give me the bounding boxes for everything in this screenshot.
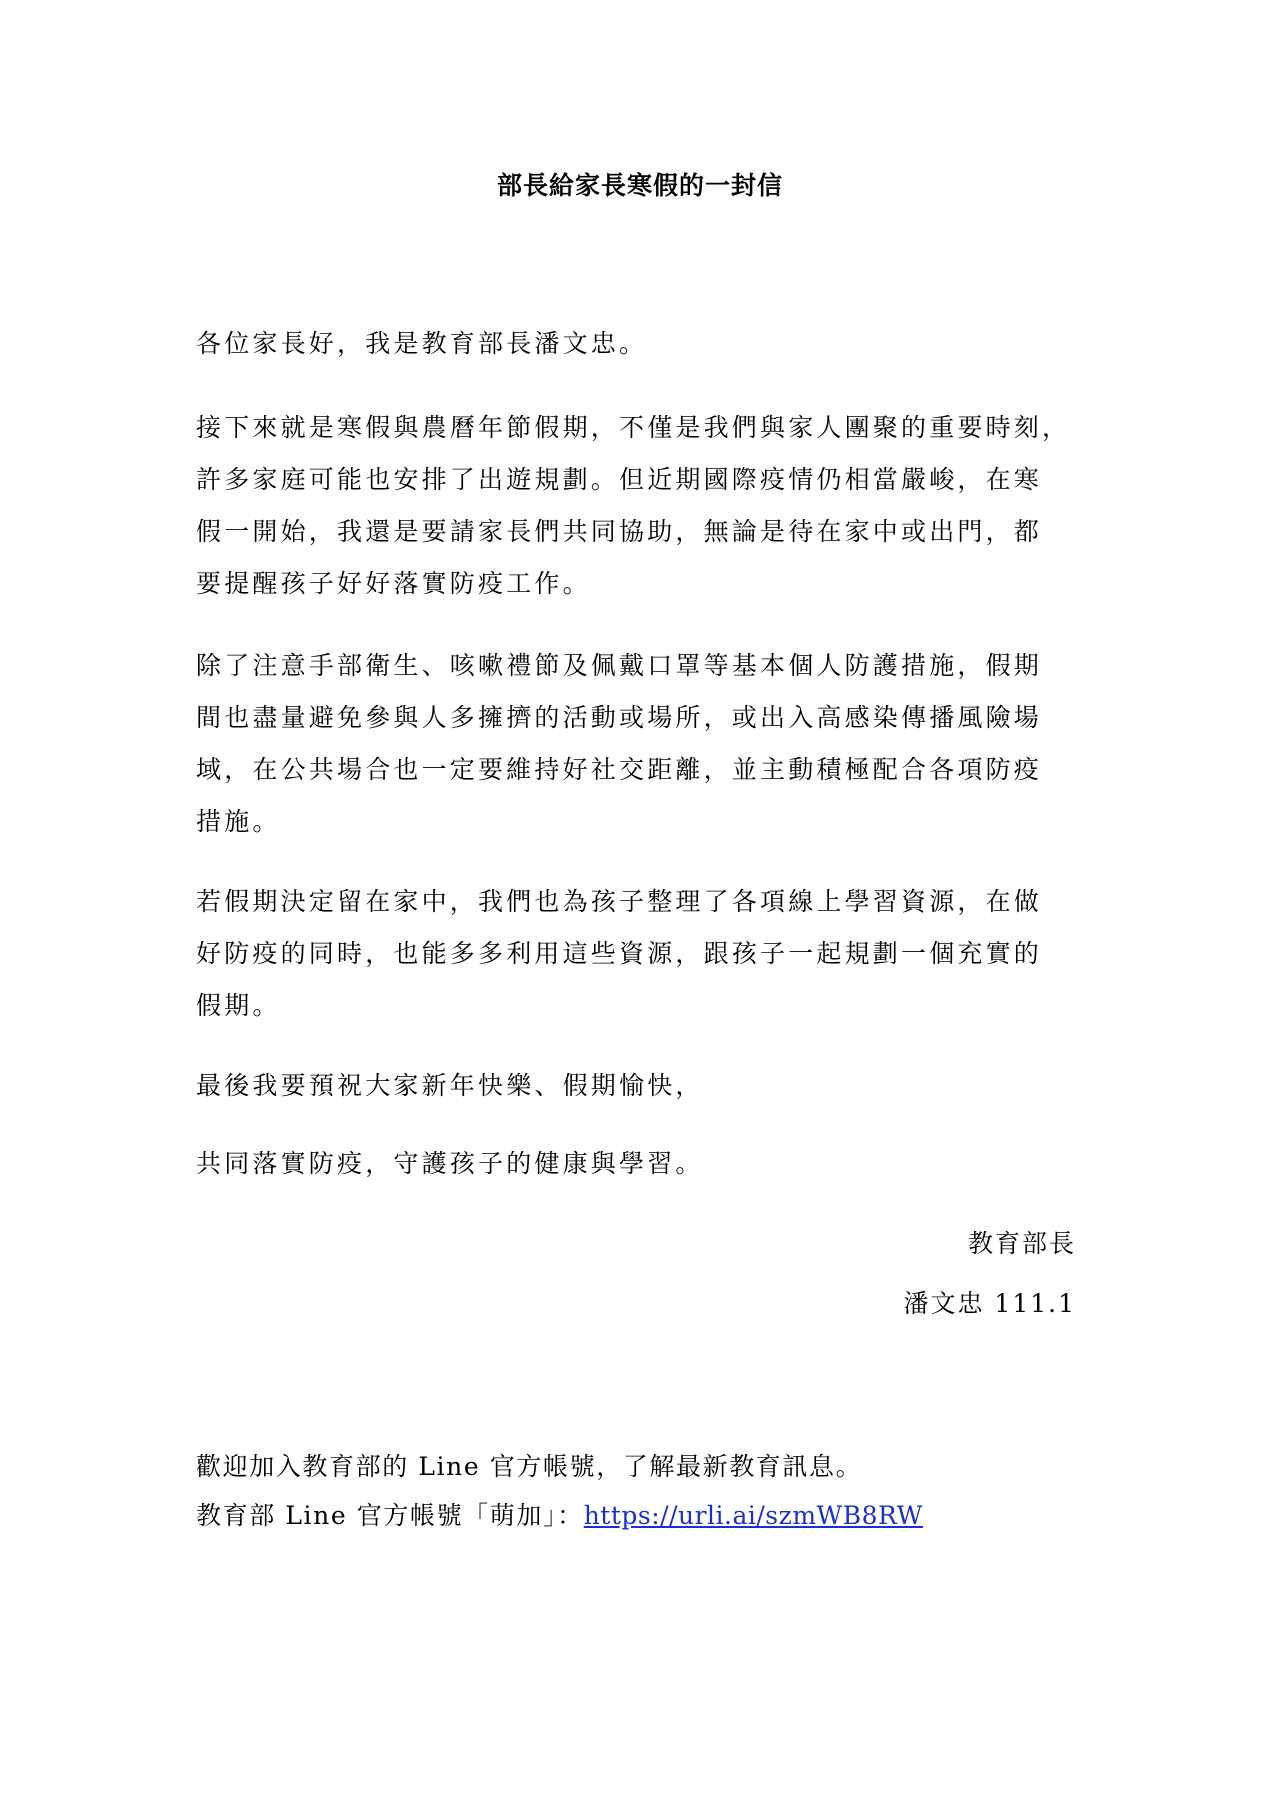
paragraph-1-line: 許多家庭可能也安排了出遊規劃。但近期國際疫情仍相當嚴峻，在寒	[196, 465, 1043, 494]
paragraph-1-line: 要提醒孩子好好落實防疫工作。	[196, 569, 591, 598]
signature-name: 潘文忠 111.1	[903, 1289, 1076, 1318]
paragraph-2-line: 除了注意手部衛生、咳嗽禮節及佩戴口罩等基本個人防護措施，假期	[196, 651, 1043, 680]
paragraph-3	[196, 876, 1076, 1032]
footer-account-label: 教育部 Line 官方帳號「萌加」：	[196, 1501, 584, 1530]
closing-wish	[196, 1060, 1076, 1112]
closing-motto	[196, 1138, 1076, 1190]
paragraph-1-line: 接下來就是寒假與農曆年節假期，不僅是我們與家人團聚的重要時刻，	[196, 413, 1071, 442]
paragraph-2	[196, 640, 1076, 848]
paragraph-1-line: 假一開始，我還是要請家長們共同協助，無論是待在家中或出門，都	[196, 517, 1043, 546]
footer-account	[196, 1492, 923, 1540]
paragraph-2-line: 措施。	[196, 807, 281, 836]
letter-title: 部長給家長寒假的一封信	[496, 171, 783, 200]
footer-invite: 歡迎加入教育部的 Line 官方帳號，了解最新教育訊息。	[196, 1452, 863, 1481]
greeting-paragraph	[196, 318, 1076, 370]
paragraph-1	[196, 402, 1076, 610]
closing-line-1: 最後我要預祝大家新年快樂、假期愉快，	[196, 1071, 704, 1100]
paragraph-2-line: 域，在公共場合也一定要維持好社交距離，並主動積極配合各項防疫	[196, 755, 1043, 784]
paragraph-3-line: 假期。	[196, 991, 281, 1020]
paragraph-3-line: 若假期決定留在家中，我們也為孩子整理了各項線上學習資源，在做	[196, 887, 1043, 916]
line-account-link[interactable]: https://urli.ai/szmWB8RW	[583, 1501, 923, 1530]
paragraph-3-line: 好防疫的同時，也能多多利用這些資源，跟孩子一起規劃一個充實的	[196, 939, 1043, 968]
greeting-line: 各位家長好，我是教育部長潘文忠。	[196, 329, 648, 358]
signature-title: 教育部長	[967, 1229, 1076, 1258]
closing-line-2: 共同落實防疫，守護孩子的健康與學習。	[196, 1149, 704, 1178]
paragraph-2-line: 間也盡量避免參與人多擁擠的活動或場所，或出入高感染傳播風險場	[196, 703, 1043, 732]
